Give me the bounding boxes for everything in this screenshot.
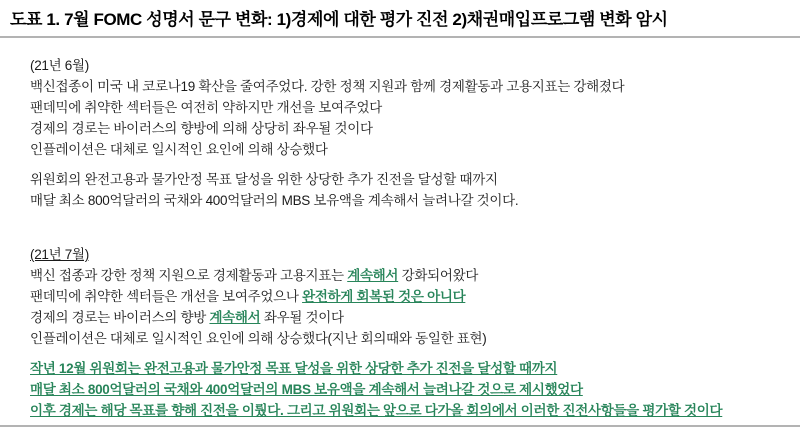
statement-text: 강화되어왔다: [398, 268, 479, 283]
figure-title: 도표 1. 7월 FOMC 성명서 문구 변화: 1)경제에 대한 평가 진전 2)채권매입프로그램 변화 암시: [10, 10, 668, 29]
statement-line: [30, 190, 800, 211]
statement-text: 백신 접종과 강한 정책 지원으로 경제활동과 고용지표는: [30, 268, 348, 283]
statement-line: [30, 379, 800, 400]
statement-line: [30, 307, 800, 328]
statement-paragraph: [30, 358, 800, 421]
statement-text: 매달 최소 800억달러의 국채와 400억달러의 MBS 보유액을 계속해서 늘려나갈 것이다.: [30, 193, 519, 208]
statement-paragraph: [30, 265, 800, 349]
statement-line: [30, 400, 800, 421]
section-heading: (21년 7월): [30, 247, 89, 262]
highlighted-text: 계속해서: [209, 310, 261, 325]
highlighted-text: 매달 최소 800억달러의 국채와 400억달러의 MBS 보유액을 계속해서 늘려나갈 것으로 제시했었다: [30, 382, 583, 397]
statement-paragraph: [30, 76, 800, 160]
statement-line: [30, 169, 800, 190]
statement-text: 인플레이션은 대체로 일시적인 요인에 의해 상승했다(지난 회의때와 동일한 표현): [30, 331, 487, 346]
statement-text: 팬데믹에 취약한 섹터들은 여전히 약하지만 개선을 보여주었다: [30, 100, 382, 115]
statement-line: [30, 76, 800, 97]
highlighted-text: 완전하게 회복된 것은 아니다: [302, 289, 466, 304]
statement-section: [30, 244, 800, 421]
statement-line: [30, 265, 800, 286]
highlighted-text: 계속해서: [347, 268, 399, 283]
statement-text: 경제의 경로는 바이러스의 향방: [30, 310, 210, 325]
statement-paragraph: [30, 169, 800, 211]
bottom-divider: [0, 425, 800, 427]
statement-line: [30, 118, 800, 139]
title-divider: [0, 36, 800, 38]
statement-line: [30, 328, 800, 349]
statement-text: 팬데믹에 취약한 섹터들은 개선을 보여주었으나: [30, 289, 303, 304]
highlighted-text: 이후 경제는 해당 목표를 향해 진전을 이뤘다. 그리고 위원회는 앞으로 다가올 회의에서 이러한 진전사항들을 평가할 것이다: [30, 403, 723, 418]
statement-line: [30, 358, 800, 379]
statement-text: 위원회의 완전고용과 물가안정 목표 달성을 위한 상당한 추가 진전을 달성할 때까지: [30, 172, 498, 187]
section-heading: (21년 6월): [30, 58, 89, 73]
statement-text: 경제의 경로는 바이러스의 향방에 의해 상당히 좌우될 것이다: [30, 121, 373, 136]
statement-text: 인플레이션은 대체로 일시적인 요인에 의해 상승했다: [30, 142, 328, 157]
statement-section: [30, 55, 800, 211]
statement-line: [30, 139, 800, 160]
statement-text: 백신접종이 미국 내 코로나19 확산을 줄여주었다. 강한 정책 지원과 함께 경제활동과 고용지표는 강해졌다: [30, 79, 625, 94]
statement-line: [30, 286, 800, 307]
highlighted-text: 작년 12월 위원회는 완전고용과 물가안정 목표 달성을 위한 상당한 추가 진전을 달성할 때까지: [30, 361, 558, 376]
statement-text: 좌우될 것이다: [260, 310, 344, 325]
figure-content: [30, 55, 800, 421]
statement-line: [30, 97, 800, 118]
